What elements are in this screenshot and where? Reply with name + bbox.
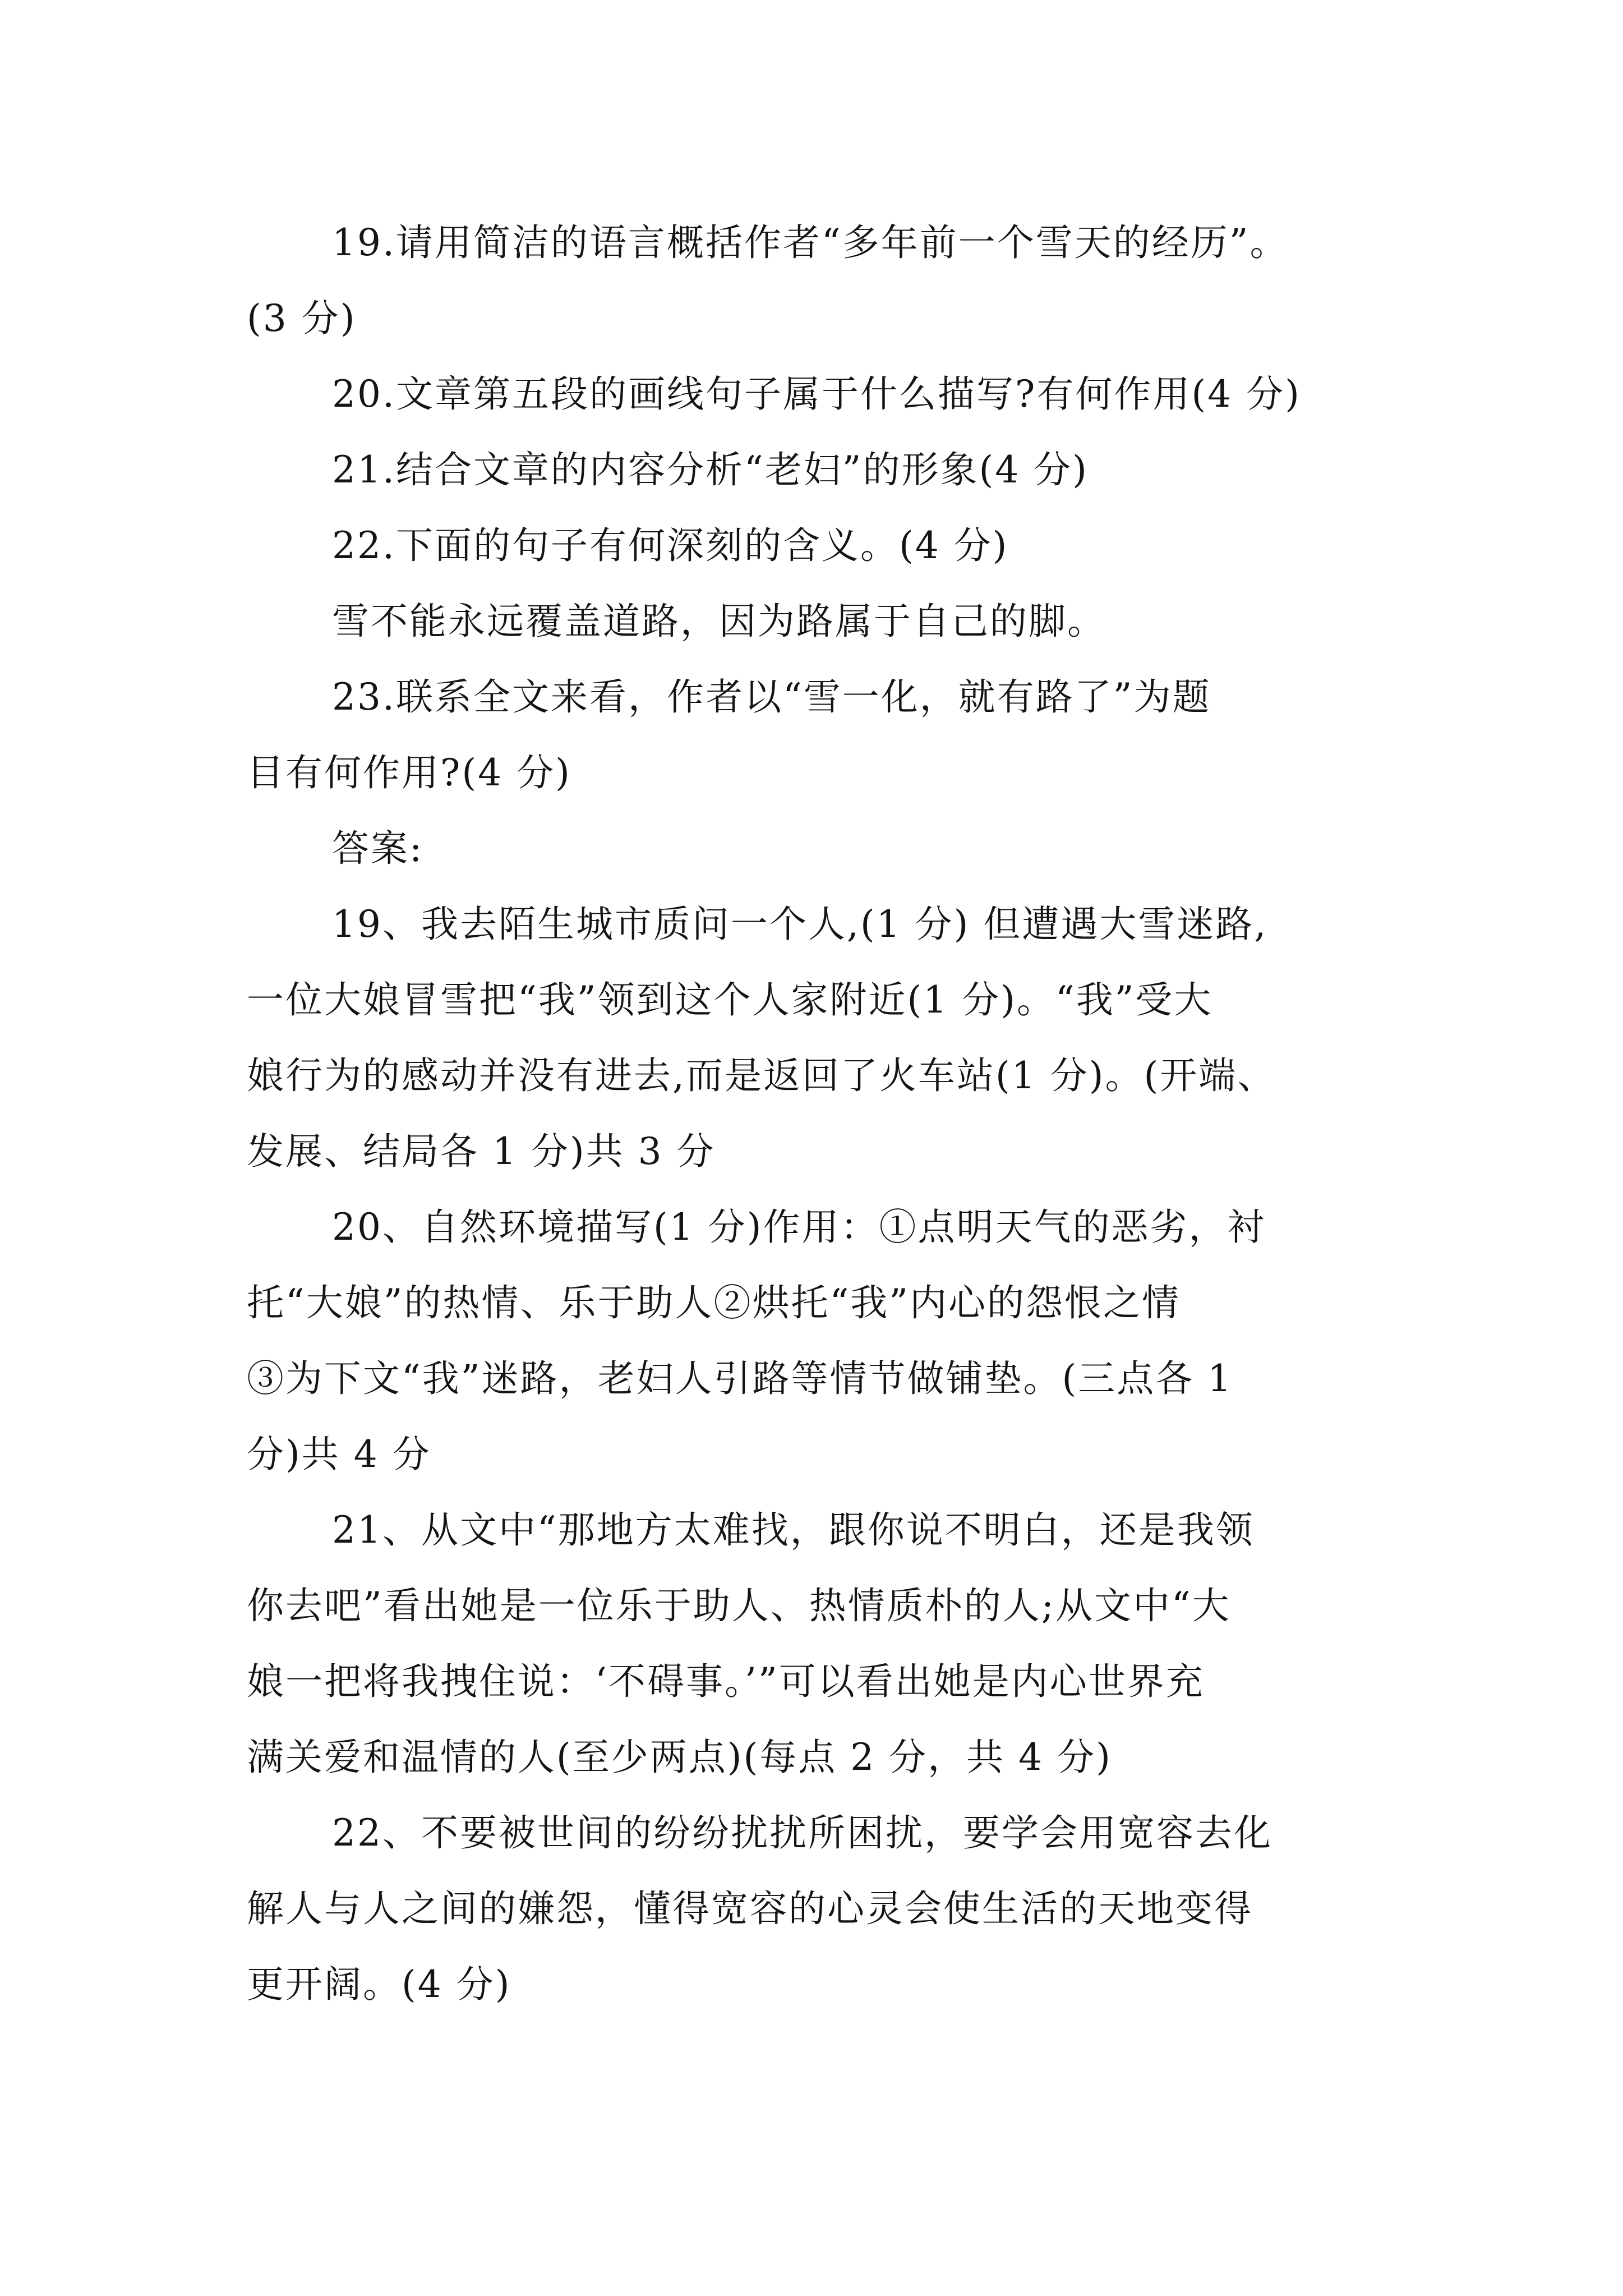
question-23-line-1: 23.联系全文来看，作者以“雪一化，就有路了”为题 bbox=[332, 675, 1211, 719]
question-23-line-2: 目有何作用?(4 分) bbox=[247, 751, 571, 794]
answer-22-line-2: 解人与人之间的嫌怨，懂得宽容的心灵会使生活的天地变得 bbox=[247, 1887, 1253, 1930]
answer-19-line-1: 19、我去陌生城市质问一个人,(1 分) 但遭遇大雪迷路, bbox=[332, 903, 1268, 946]
answer-21-line-3: 娘一把将我拽住说：‘不碍事。’”可以看出她是内心世界充 bbox=[247, 1660, 1205, 1703]
answer-22-line-3: 更开阔。(4 分) bbox=[247, 1963, 511, 2006]
question-22: 22.下面的句子有何深刻的含义。(4 分) bbox=[332, 524, 1009, 567]
question-19-line-1: 19.请用简洁的语言概括作者“多年前一个雪天的经历”。 bbox=[332, 221, 1289, 264]
question-19-line-2: (3 分) bbox=[247, 297, 357, 340]
answer-19-line-2: 一位大娘冒雪把“我”领到这个人家附近(1 分)。“我”受大 bbox=[247, 978, 1213, 1022]
answer-19-line-3: 娘行为的感动并没有进去,而是返回了火车站(1 分)。(开端、 bbox=[247, 1054, 1276, 1097]
answer-heading: 答案: bbox=[332, 827, 424, 870]
question-21: 21.结合文章的内容分析“老妇”的形象(4 分) bbox=[332, 448, 1089, 491]
answer-22-line-1: 22、不要被世间的纷纷扰扰所困扰，要学会用宽容去化 bbox=[332, 1811, 1272, 1855]
answer-20-line-2: 托“大娘”的热情、乐于助人②烘托“我”内心的怨恨之情 bbox=[247, 1281, 1181, 1324]
question-20: 20.文章第五段的画线句子属于什么描写?有何作用(4 分) bbox=[332, 372, 1301, 416]
question-22-quote: 雪不能永远覆盖道路，因为路属于自己的脚。 bbox=[332, 600, 1106, 643]
answer-20-line-3: ③为下文“我”迷路，老妇人引路等情节做铺垫。(三点各 1 bbox=[247, 1357, 1233, 1400]
answer-21-line-4: 满关爱和温情的人(至少两点)(每点 2 分，共 4 分) bbox=[247, 1736, 1112, 1779]
answer-21-line-1: 21、从文中“那地方太难找，跟你说不明白，还是我领 bbox=[332, 1508, 1255, 1552]
answer-19-line-4: 发展、结局各 1 分)共 3 分 bbox=[247, 1130, 716, 1173]
answer-20-line-1: 20、自然环境描写(1 分)作用：①点明天气的恶劣，衬 bbox=[332, 1205, 1266, 1249]
answer-21-line-2: 你去吧”看出她是一位乐于助人、热情质朴的人;从文中“大 bbox=[247, 1584, 1231, 1627]
answer-20-line-4: 分)共 4 分 bbox=[247, 1433, 431, 1476]
